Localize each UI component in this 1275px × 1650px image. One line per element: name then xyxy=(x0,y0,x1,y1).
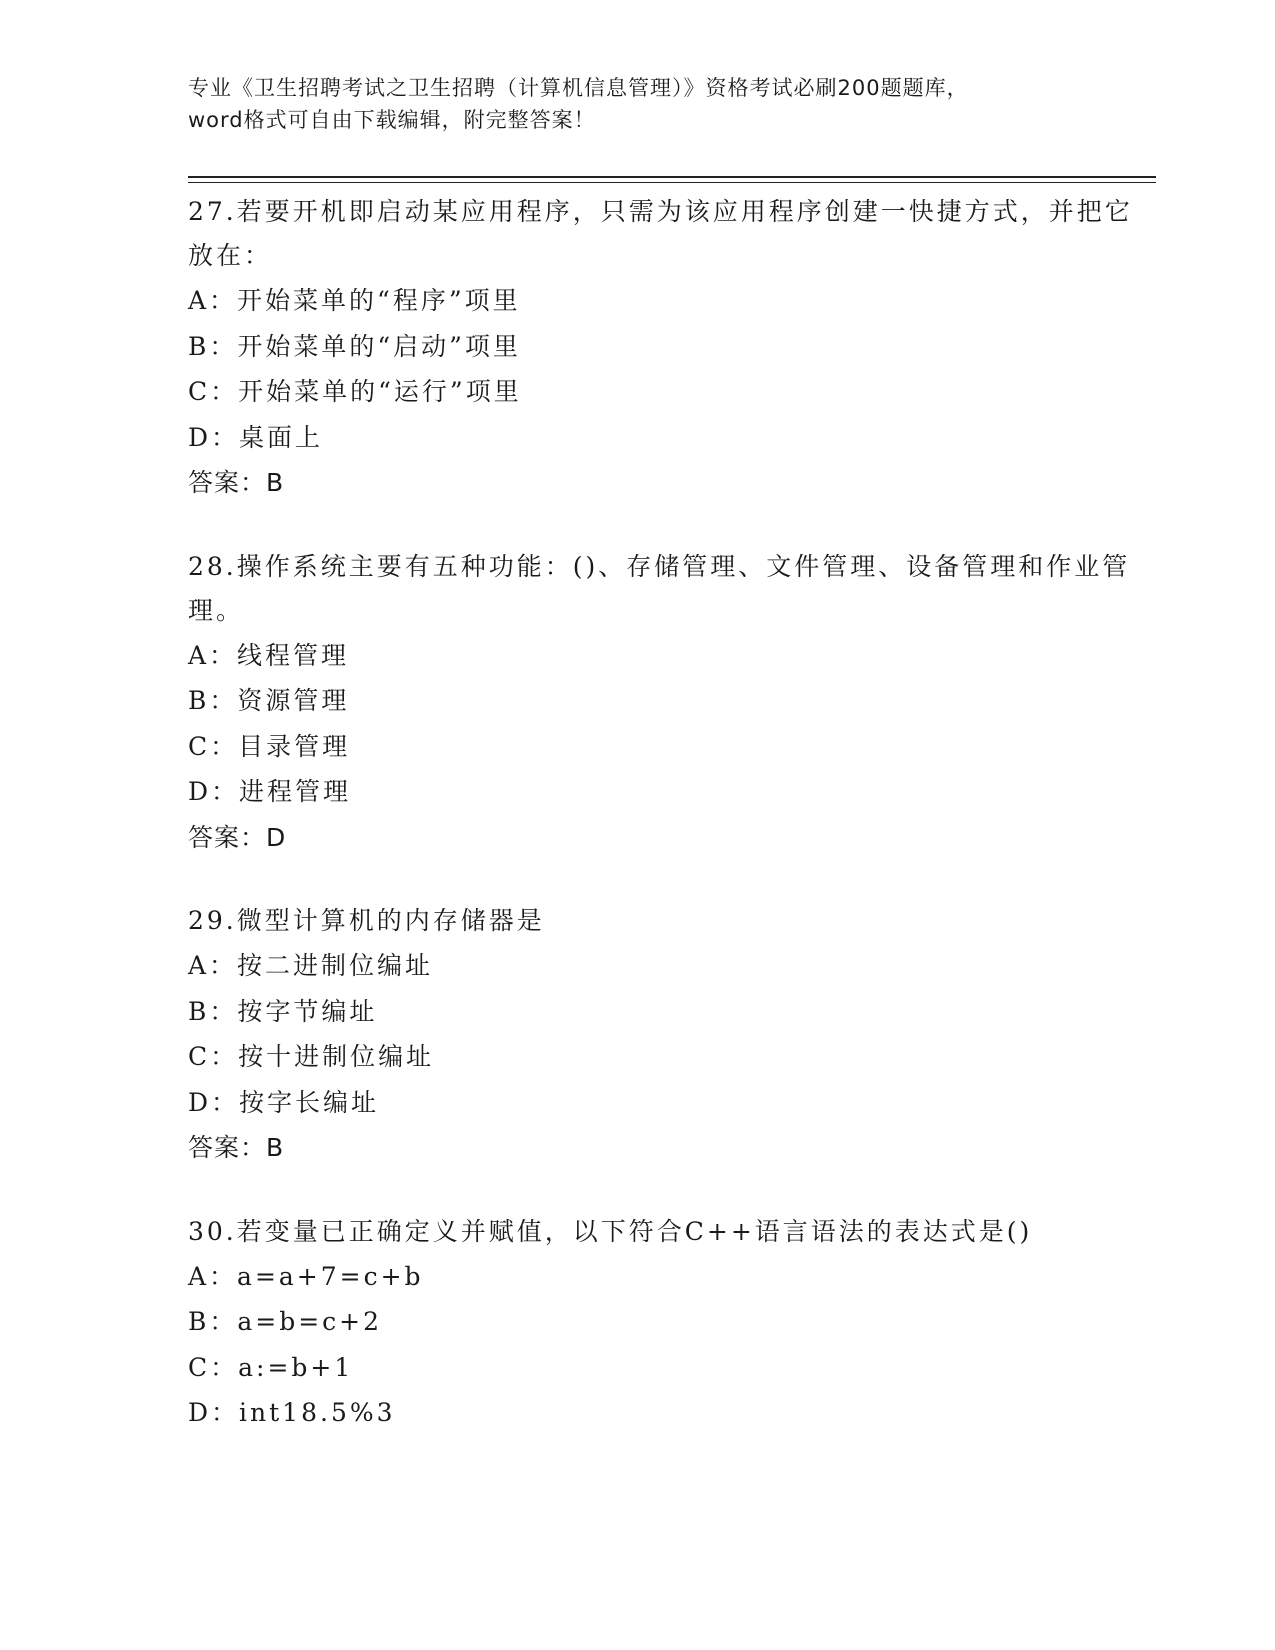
question-28 xyxy=(188,545,1156,861)
answer: 答案：D xyxy=(188,822,287,852)
answer: 答案：B xyxy=(188,1133,285,1162)
question-text: 30.若变量已正确定义并赋值，以下符合C++语言语法的表达式是() xyxy=(188,1216,1033,1246)
option-d: D：按字长编址 xyxy=(188,1087,380,1117)
option-a: A：按二进制位编址 xyxy=(188,951,434,980)
question-text: 29.微型计算机的内存储器是 xyxy=(188,906,545,935)
page-header xyxy=(188,72,1088,136)
question-30 xyxy=(188,1210,1156,1436)
option-c: C：目录管理 xyxy=(188,731,351,761)
option-c: C：开始菜单的“运行”项里 xyxy=(188,377,522,406)
option-c: C：a:=b+1 xyxy=(188,1352,354,1382)
question-list xyxy=(188,190,1156,1475)
question-text: 27.若要开机即启动某应用程序，只需为该应用程序创建一快捷方式，并把它放在： xyxy=(188,197,1133,270)
header-divider xyxy=(188,176,1156,178)
question-text: 28.操作系统主要有五种功能：()、存储管理、文件管理、设备管理和作业管理。 xyxy=(188,551,1131,625)
question-27 xyxy=(188,190,1156,506)
option-c: C：按十进制位编址 xyxy=(188,1042,435,1071)
answer: 答案：B xyxy=(188,468,285,497)
question-29 xyxy=(188,899,1156,1171)
option-a: A：线程管理 xyxy=(188,640,350,670)
header-line-2: word格式可自由下载编辑，附完整答案！ xyxy=(188,108,596,132)
option-d: D：桌面上 xyxy=(188,422,324,452)
option-b: B：a=b=c+2 xyxy=(188,1307,383,1336)
header-line-1: 专业《卫生招聘考试之卫生招聘（计算机信息管理）》资格考试必刷200题题库， xyxy=(188,76,969,100)
option-b: B：资源管理 xyxy=(188,686,350,715)
option-d: D：int18.5%3 xyxy=(188,1398,396,1427)
option-a: A：开始菜单的“程序”项里 xyxy=(188,286,521,315)
header-divider-thin xyxy=(188,182,1156,183)
option-b: B：开始菜单的“启动”项里 xyxy=(188,331,521,361)
option-a: A：a=a+7=c+b xyxy=(188,1261,424,1291)
option-b: B：按字节编址 xyxy=(188,996,378,1026)
option-d: D：进程管理 xyxy=(188,777,352,806)
